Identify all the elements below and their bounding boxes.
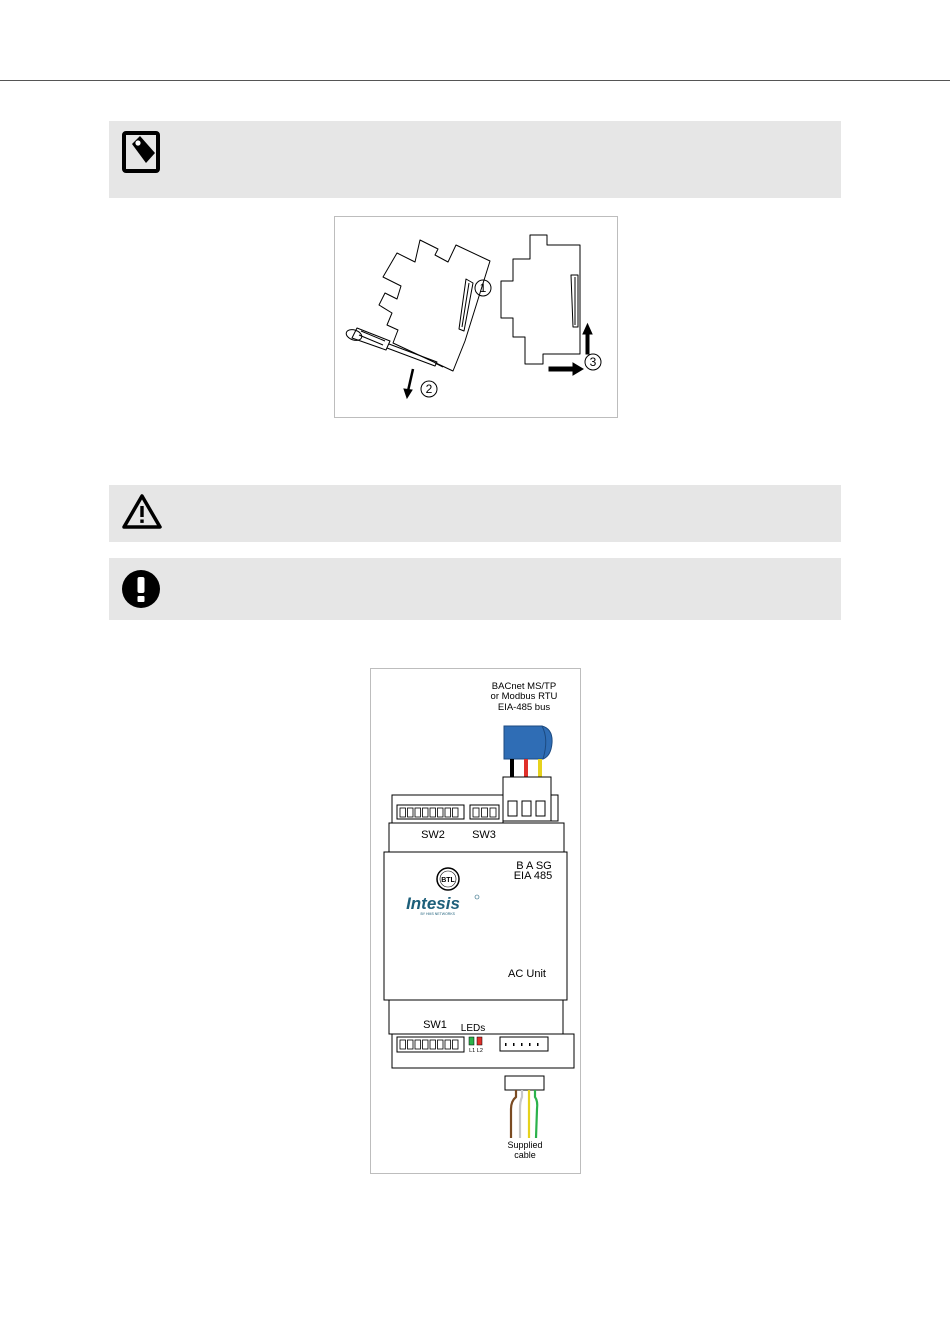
- led-labels: L1 L2: [469, 1048, 483, 1054]
- step-3-label: 3: [589, 355, 597, 369]
- bus-label-line-3: EIA-485 bus: [497, 702, 551, 713]
- step-2-label: 2: [425, 382, 433, 396]
- btl-mark-text: BTL: [441, 877, 455, 884]
- btl-logo: [437, 868, 459, 890]
- step-1-label: 1: [479, 281, 487, 295]
- terminal-pins-label: B A SG: [516, 860, 552, 872]
- warning-triangle-icon: [121, 493, 163, 536]
- exclamation-circle-icon: [121, 569, 161, 614]
- bus-label-line-2: or Modbus RTU: [490, 691, 558, 702]
- ac-unit-label: AC Unit: [508, 968, 546, 980]
- note-tag-icon: [121, 131, 161, 178]
- header-rule: [0, 80, 950, 81]
- note-callout: [109, 121, 841, 198]
- sw2-label: SW2: [421, 829, 445, 841]
- led-l1: [469, 1037, 474, 1045]
- terminal-name-label: EIA 485: [513, 870, 553, 882]
- cable-label-line-1: Supplied: [507, 1140, 543, 1150]
- cable-label-line-2: cable: [514, 1150, 536, 1160]
- important-callout: [109, 558, 841, 620]
- leds-label: LEDs: [460, 1023, 486, 1034]
- sw3-label: SW3: [472, 829, 496, 841]
- din-rail-mounting-figure: [334, 216, 618, 418]
- warning-callout: [109, 485, 841, 542]
- bus-label-line-1: BACnet MS/TP: [491, 681, 557, 692]
- brand-name: Intesis: [406, 894, 460, 913]
- sw1-label: SW1: [423, 1019, 447, 1031]
- device-connection-figure: [370, 668, 581, 1174]
- brand-tagline: BY HMS NETWORKS: [420, 912, 455, 916]
- led-l2: [477, 1037, 482, 1045]
